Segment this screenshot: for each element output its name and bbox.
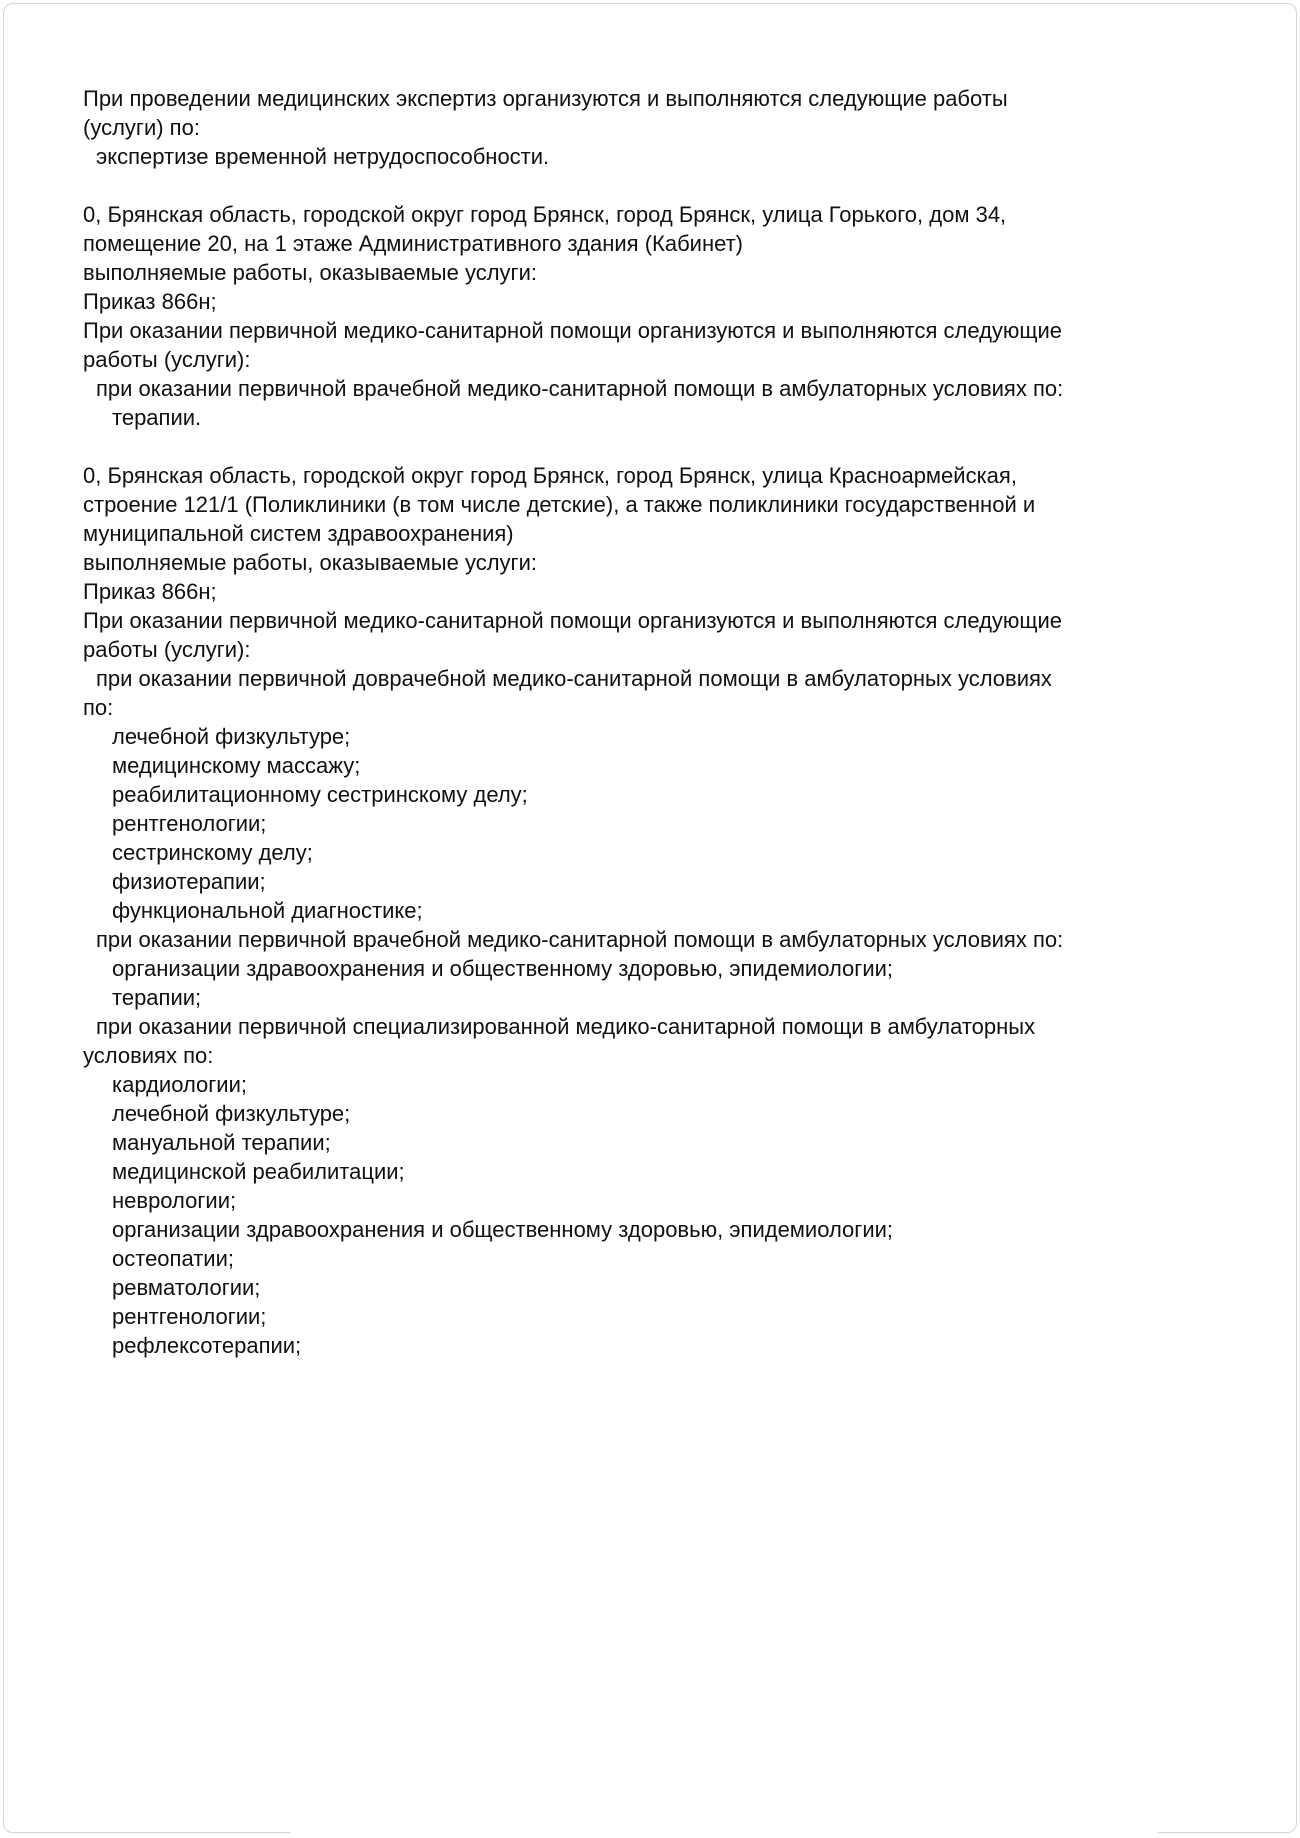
document-line	[83, 432, 1223, 461]
document-line: сестринскому делу;	[112, 840, 313, 865]
document-line: лечебной физкультуре;	[112, 1101, 351, 1126]
document-line: рентгенологии;	[112, 1304, 267, 1329]
document-line: строение 121/1 (Поликлиники (в том числе детские), а также поликлиники государственной и	[83, 492, 1036, 517]
document-line: рентгенологии;	[112, 811, 267, 836]
document-line: кардиологии;	[112, 1072, 247, 1097]
document-line: медицинской реабилитации;	[112, 1159, 405, 1184]
document-line: Приказ 866н;	[83, 579, 217, 604]
document-line: помещение 20, на 1 этаже Административного здания (Кабинет)	[83, 231, 744, 256]
document-line: муниципальной систем здравоохранения)	[83, 521, 514, 546]
document-line: При оказании первичной медико-санитарной помощи организуются и выполняются следующие	[83, 318, 1063, 343]
document-line: при оказании первичной врачебной медико-санитарной помощи в амбулаторных условиях по:	[96, 376, 1064, 401]
document-line: остеопатии;	[112, 1246, 234, 1271]
document-line: мануальной терапии;	[112, 1130, 331, 1155]
document-line: при оказании первичной доврачебной медико-санитарной помощи в амбулаторных условиях	[96, 666, 1052, 691]
document-line: терапии;	[112, 985, 202, 1010]
document-line: организации здравоохранения и общественному здоровью, эпидемиологии;	[112, 956, 894, 981]
document-line: 0, Брянская область, городской округ город Брянск, город Брянск, улица Горького, дом 34,	[83, 202, 1007, 227]
document-line: рефлексотерапии;	[112, 1333, 302, 1358]
document-line: по:	[83, 695, 114, 720]
document-line: ревматологии;	[112, 1275, 261, 1300]
document-line: выполняемые работы, оказываемые услуги:	[83, 550, 537, 575]
document-line: функциональной диагностике;	[112, 898, 423, 923]
document-line: работы (услуги):	[83, 637, 251, 662]
document-line	[83, 171, 1223, 200]
document-line: медицинскому массажу;	[112, 753, 361, 778]
document-line: при оказании первичной специализированной медико-санитарной помощи в амбулаторных	[96, 1014, 1036, 1039]
document-line: реабилитационному сестринскому делу;	[112, 782, 528, 807]
document-line: (услуги) по:	[83, 115, 200, 140]
document-line: выполняемые работы, оказываемые услуги:	[83, 260, 537, 285]
document-line: при оказании первичной врачебной медико-санитарной помощи в амбулаторных условиях по:	[96, 927, 1064, 952]
bottom-border-gap	[291, 1826, 1158, 1838]
document-line: При проведении медицинских экспертиз организуются и выполняются следующие работы	[83, 86, 1008, 111]
document-line: лечебной физкультуре;	[112, 724, 351, 749]
document-line: терапии.	[112, 405, 202, 430]
document-line: При оказании первичной медико-санитарной помощи организуются и выполняются следующие	[83, 608, 1063, 633]
license-text	[83, 84, 1223, 1360]
document-line: неврологии;	[112, 1188, 237, 1213]
document-line: физиотерапии;	[112, 869, 266, 894]
document-line: 0, Брянская область, городской округ город Брянск, город Брянск, улица Красноармейская,	[83, 463, 1017, 488]
document-line: работы (услуги):	[83, 347, 251, 372]
document-line: организации здравоохранения и общественному здоровью, эпидемиологии;	[112, 1217, 894, 1242]
document-line: экспертизе временной нетрудоспособности.	[96, 144, 550, 169]
license-details-panel	[3, 3, 1297, 1833]
document-line: условиях по:	[83, 1043, 214, 1068]
document-line: Приказ 866н;	[83, 289, 217, 314]
